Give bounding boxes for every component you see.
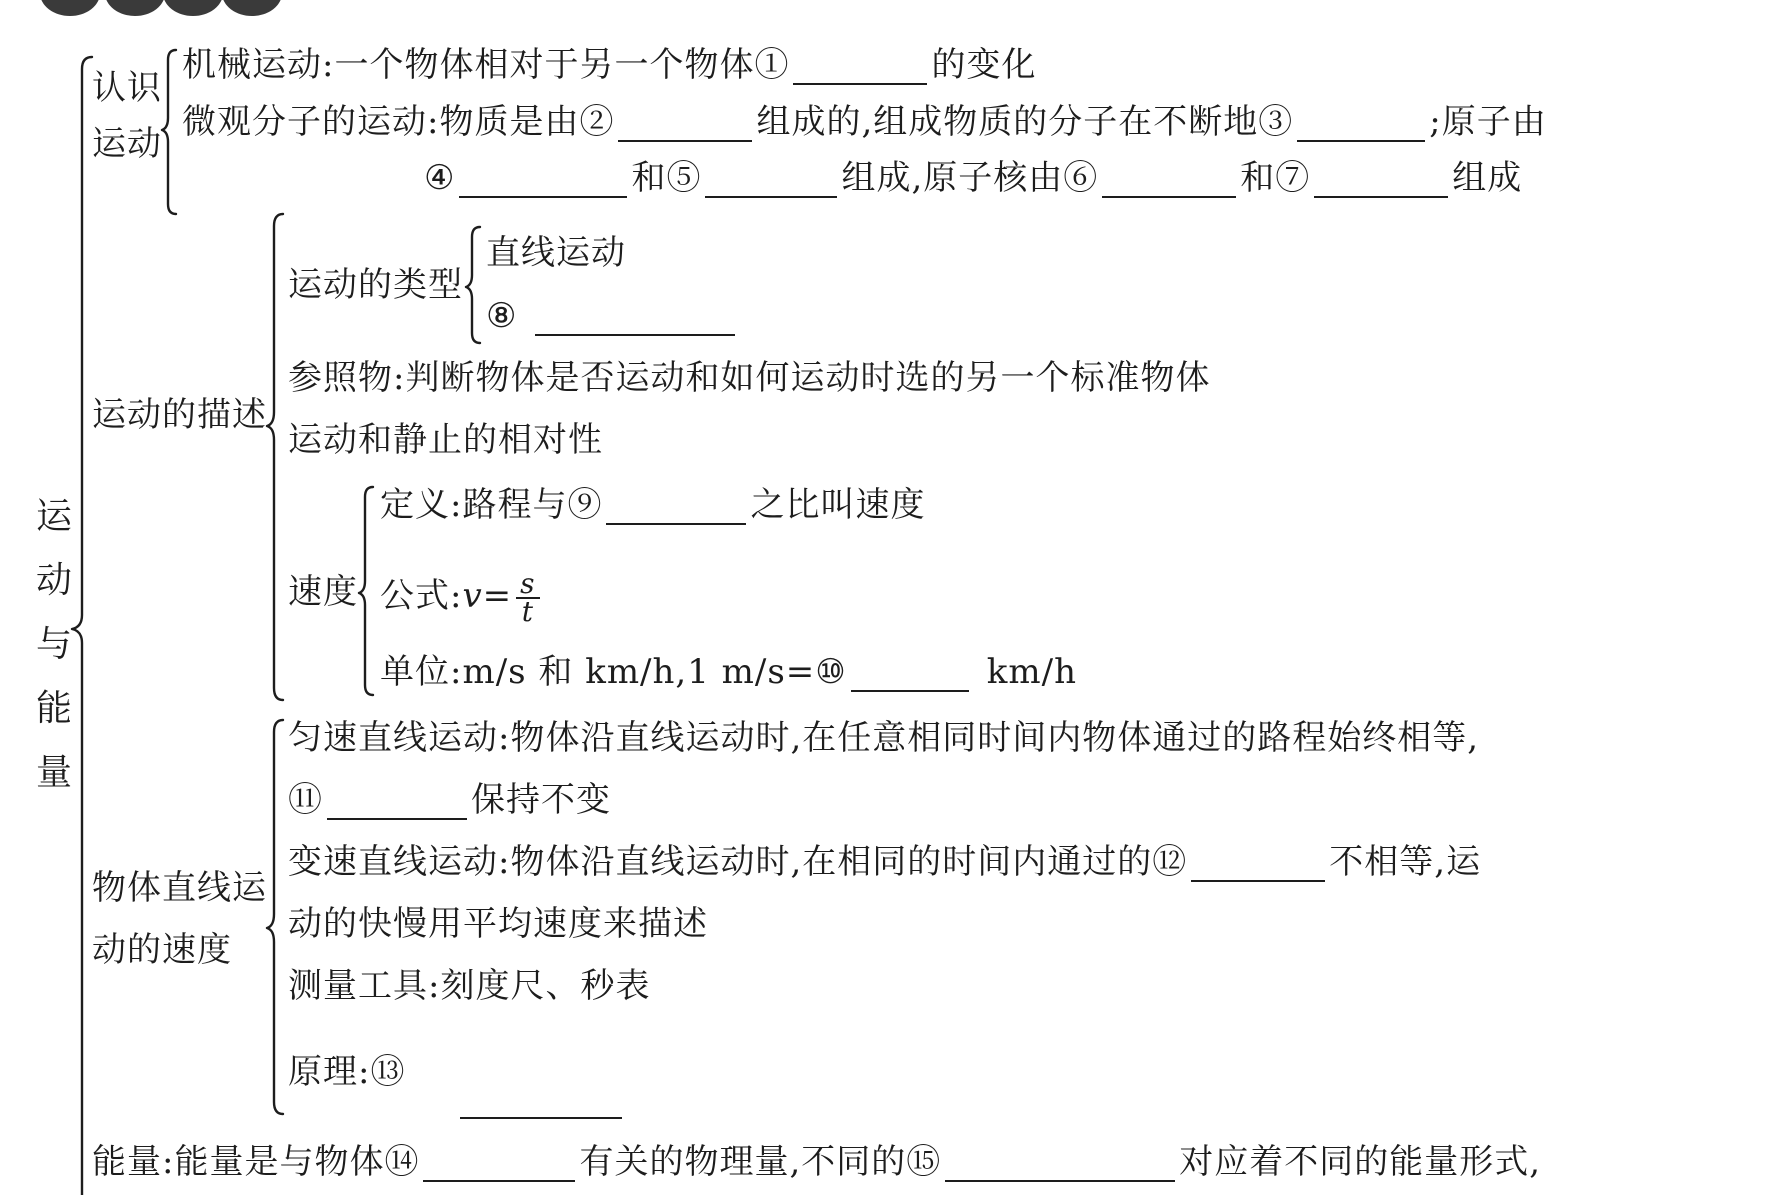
energy-suffix: 对应着不同的能量形式,	[1179, 1142, 1542, 1182]
speed-formula-line	[380, 567, 540, 628]
uniform-line-1: 匀速直线运动:物体沿直线运动时,在任意相同时间内物体通过的路程始终相等,	[288, 718, 1480, 758]
speed-def-line	[380, 485, 925, 525]
blank-14	[423, 1146, 575, 1182]
header-badge-3	[163, 0, 223, 16]
variable-line-2: 动的快慢用平均速度来描述	[288, 904, 708, 944]
uniform-line2-prefix: ⑪	[288, 780, 323, 820]
renshi-label-line1: 认识	[92, 68, 162, 108]
renshi-mech-prefix: 机械运动:一个物体相对于另一个物体①	[182, 45, 790, 85]
renshi-atom-end: 组成	[1452, 158, 1523, 198]
zhixian-brace	[265, 718, 287, 1116]
root-brace	[70, 55, 96, 1195]
formula-den: t	[521, 595, 534, 628]
renshi-micro-mid: 组成的,组成物质的分子在不断地③	[756, 102, 1294, 142]
blank-3	[1297, 106, 1425, 142]
blank-13	[460, 1117, 622, 1119]
principle-line: 原理:⑬	[288, 1052, 406, 1092]
header-badge-4	[222, 0, 282, 16]
blank-8	[535, 300, 735, 336]
formula-lhs: v=	[462, 576, 513, 616]
tools-line: 测量工具:刻度尺、秒表	[288, 966, 651, 1006]
unit-suffix: km/h	[986, 652, 1077, 692]
formula-prefix: 公式:	[380, 576, 463, 616]
energy-line	[92, 1142, 1541, 1182]
blank-6	[1102, 162, 1236, 198]
blank-11	[327, 784, 467, 820]
formula-fraction	[516, 567, 539, 628]
zhixian-label-line1: 物体直线运	[92, 868, 267, 908]
blank-15	[945, 1146, 1175, 1182]
renshi-atom-mid: 组成,原子核由⑥	[841, 158, 1099, 198]
blank-9	[606, 489, 746, 525]
root-title	[34, 485, 74, 805]
blank-4	[459, 162, 627, 198]
miaoshu-brace	[265, 212, 287, 702]
types-brace	[464, 225, 484, 347]
renshi-mech-line	[182, 45, 1036, 85]
renshi-atom-he5: 和⑤	[631, 158, 702, 198]
speed-unit-line	[380, 652, 1077, 692]
reference-line: 参照物:判断物体是否运动和如何运动时选的另一个标准物体	[288, 358, 1211, 398]
renshi-micro-prefix: 微观分子的运动:物质是由②	[182, 102, 615, 142]
speed-label: 速度	[288, 572, 358, 612]
variable-suffix: 不相等,运	[1329, 842, 1482, 882]
blank-10	[851, 656, 969, 692]
type-linear: 直线运动	[486, 233, 626, 273]
zhixian-label-line2: 动的速度	[92, 930, 232, 970]
uniform-line2-suffix: 保持不变	[471, 780, 611, 820]
variable-prefix: 变速直线运动:物体沿直线运动时,在相同的时间内通过的⑫	[288, 842, 1188, 882]
speed-brace	[357, 485, 377, 699]
type-curve-num: ⑧	[486, 296, 518, 336]
speed-def-suffix: 之比叫速度	[750, 485, 926, 525]
blank-7	[1314, 162, 1448, 198]
relativity-line: 运动和静止的相对性	[288, 420, 603, 460]
header-badge-1	[40, 0, 100, 16]
blank-1	[793, 49, 927, 85]
formula-num: s	[516, 571, 539, 599]
blank-12	[1191, 846, 1325, 882]
renshi-mech-suffix: 的变化	[931, 45, 1037, 85]
renshi-atom-line	[424, 158, 1522, 198]
blank-2	[618, 106, 752, 142]
energy-mid: 有关的物理量,不同的⑮	[579, 1142, 942, 1182]
header-badge-2	[105, 0, 165, 16]
renshi-label-line2: 运动	[92, 124, 162, 164]
unit-prefix: 单位:m/s 和 km/h,1 m/s=⑩	[380, 652, 847, 692]
renshi-micro-line	[182, 102, 1547, 142]
renshi-atom-c4: ④	[424, 158, 456, 198]
speed-def-prefix: 定义:路程与⑨	[380, 485, 603, 525]
uniform-line-2	[288, 780, 611, 820]
energy-prefix: 能量:能量是与物体⑭	[92, 1142, 420, 1182]
renshi-micro-suffix: ;原子由	[1429, 102, 1547, 142]
type-curve-line	[486, 296, 739, 336]
renshi-atom-he7: 和⑦	[1240, 158, 1311, 198]
variable-line-1	[288, 842, 1481, 882]
blank-5	[705, 162, 837, 198]
root-title-text: 运动与能量	[35, 496, 72, 793]
types-label: 运动的类型	[288, 265, 463, 305]
renshi-brace	[160, 48, 180, 216]
miaoshu-label: 运动的描述	[92, 395, 267, 435]
